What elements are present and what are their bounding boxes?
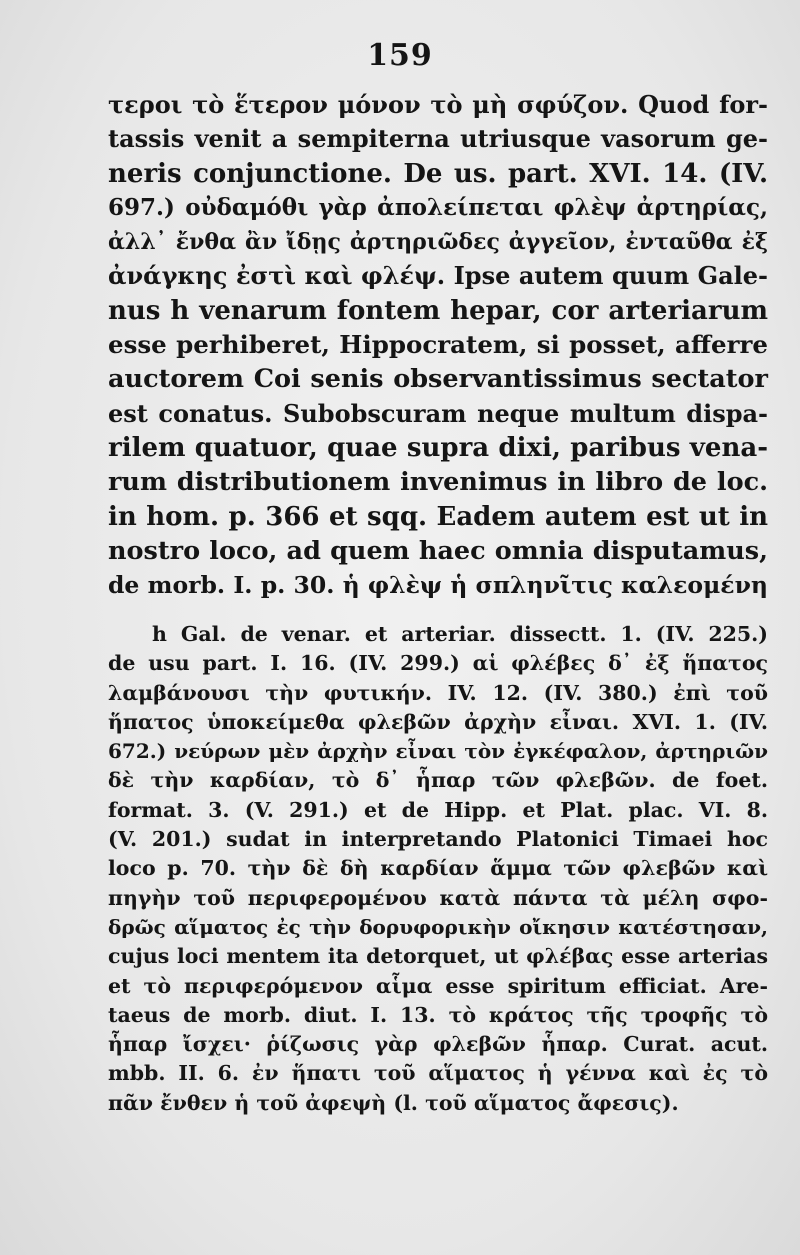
footnote-line: de usu part. I. 16. (IV. 299.) αἱ φλέβες δ᾽ ἐξ ἥπατος [108,651,768,676]
text-line: 697.) οὐδαμόθι γὰρ ἀπολείπεται φλὲψ ἀρτηρίας, [108,193,768,221]
footnote-line: πηγὴν τοῦ περιφερομένου κατὰ πάντα τὰ μέλη σφο- [108,885,768,910]
text-line: nus h venarum fontem hepar, cor arteriarum [108,295,768,326]
text-line: tassis venit a sempiterna utriusque vasorum ge- [108,124,768,154]
text-line: rum distributionem invenimus in libro de loc. [108,467,768,498]
text-line: nostro loco, ad quem haec omnia disputamus, [108,535,768,566]
text-line: esse perhiberet, Hippocratem, si posset, afferre [108,330,768,360]
text-line: rilem quatuor, quae supra dixi, paribus vena- [108,432,768,463]
text-line: ἀλλ᾽ ἔνθα ἂν ἴδῃς ἀρτηριῶδες ἀγγεῖον, ἐνταῦθα ἐξ [108,229,768,256]
footnote-line: loco p. 70. τὴν δὲ δὴ καρδίαν ἅμμα τῶν φλεβῶν καὶ [108,856,768,881]
footnote-line: δρῶς αἵματος ἐς τὴν δορυφορικὴν οἴκησιν κατέστησαν, [108,914,768,939]
footnote-line: h Gal. de venar. et arteriar. dissectt. 1. (IV. 225.) [152,622,768,646]
footnote-line: (V. 201.) sudat in interpretando Platonici Timaei hoc [108,827,768,852]
footnote-line: format. 3. (V. 291.) et de Hipp. et Plat. plac. VI. 8. [108,797,768,822]
footnote-line: taeus de morb. diut. I. 13. τὸ κράτος τῆς τροφῆς τὸ [108,1002,768,1027]
footnote-line: πᾶν ἔνθεν ἡ τοῦ ἀφεψὴ (l. τοῦ αἵματος ἄφεσις). [108,1090,679,1115]
text-line: auctorem Coi senis observantissimus sectator [108,364,768,395]
footnote-line: et τὸ περιφερόμενον αἷμα esse spiritum efficiat. Are- [108,973,768,998]
text-line: est conatus. Subobscuram neque multum dispa- [108,398,768,428]
main-text [108,88,768,602]
footnotes [108,620,768,1118]
text-line: de morb. I. p. 30. ἡ φλὲψ ἡ σπληνῖτις καλεομένη [108,571,768,600]
footnote-line: ἥπατος ὑποκείμεθα φλεβῶν ἀρχὴν εἶναι. XVI. 1. (IV. [108,709,768,734]
footnote-line: λαμβάνουσι τὴν φυτικήν. IV. 12. (IV. 380.) ἐπὶ τοῦ [108,680,768,705]
text-line: in hom. p. 366 et sqq. Eadem autem est ut in [108,501,768,532]
footnote-line: mbb. II. 6. ἐν ἥπατι τοῦ αἵματος ἡ γέννα καὶ ἐς τὸ [108,1061,768,1086]
page-number: 159 [367,38,433,73]
text-line: τεροι τὸ ἕτερον μόνον τὸ μὴ σφύζον. Quod for- [108,90,768,119]
footnote-line: 672.) νεύρων μὲν ἀρχὴν εἶναι τὸν ἐγκέφαλον, ἀρτηριῶν [108,739,768,764]
text-line: ἀνάγκης ἐστὶ καὶ φλέψ. Ipse autem quum Gale- [108,261,768,291]
footnote-line: δὲ τὴν καρδίαν, τὸ δ᾽ ἧπαρ τῶν φλεβῶν. de foet. [108,768,768,793]
footnote-line: ἧπαρ ἴσχει· ῥίζωσις γὰρ φλεβῶν ἧπαρ. Curat. acut. [108,1032,768,1057]
text-line: neris conjunctione. De us. part. XVI. 14. (IV. [108,158,768,189]
footnote-line: cujus loci mentem ita detorquet, ut φλέβας esse arterias [108,944,768,969]
